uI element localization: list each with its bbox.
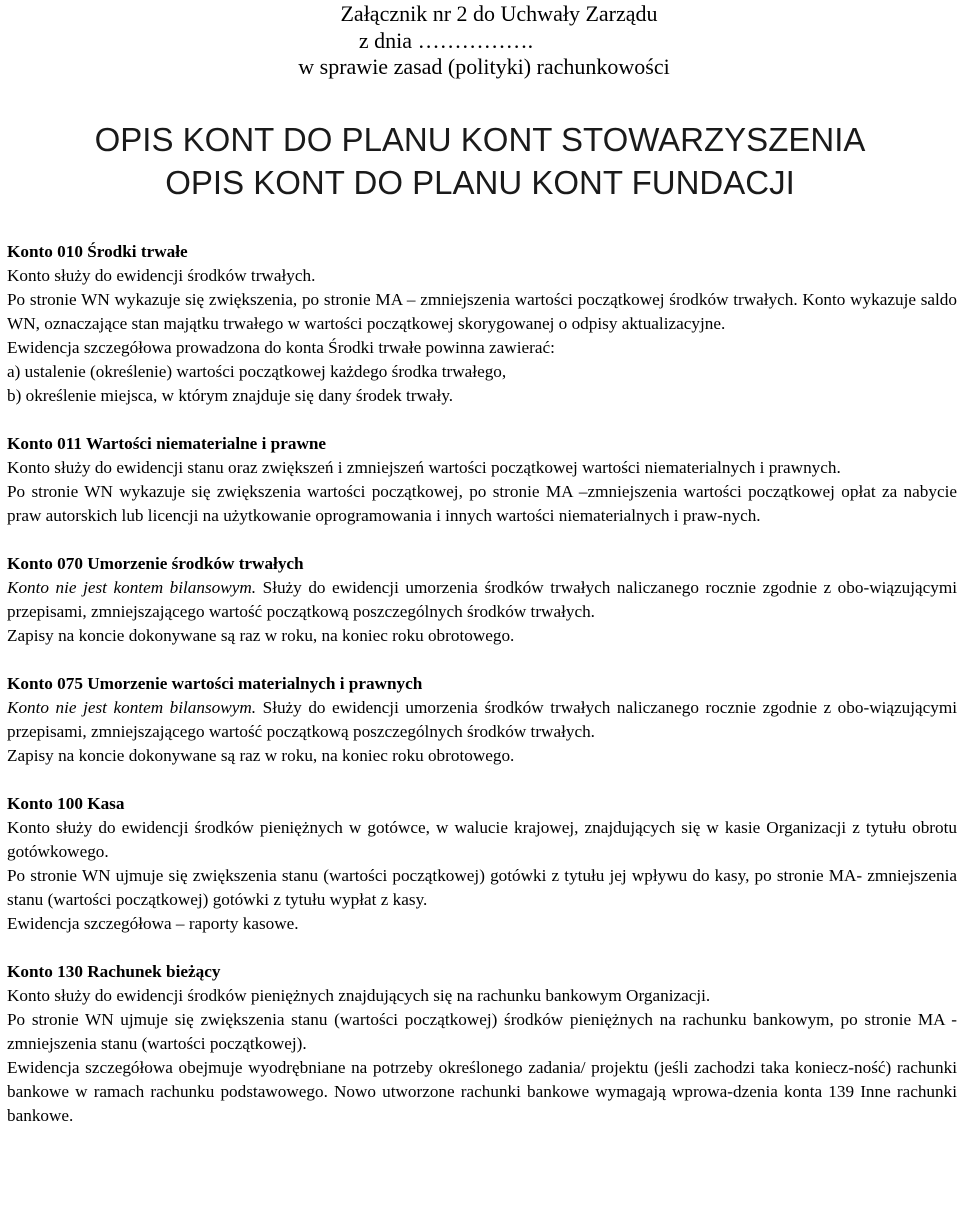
paragraph: Konto służy do ewidencji stanu oraz zwiększeń i zmniejszeń wartości początkowej wartości niematerialnych i prawnych. [7, 458, 841, 477]
paragraph [7, 696, 957, 744]
section-heading-100: Konto 100 Kasa [7, 794, 125, 813]
paragraph: Zapisy na koncie dokonywane są raz w roku, na koniec roku obrotowego. [7, 746, 515, 765]
paragraph: Konto służy do ewidencji środków trwałych. [7, 266, 316, 285]
paragraph: Zapisy na koncie dokonywane są raz w roku, na koniec roku obrotowego. [7, 626, 515, 645]
document-title-1: OPIS KONT DO PLANU KONT STOWARZYSZENIA [94, 121, 866, 158]
section-heading-070: Konto 070 Umorzenie środków trwałych [7, 554, 304, 573]
paragraph: Po stronie WN wykazuje się zwiększenia, po stronie MA – zmniejszenia wartości początkowej środków trwałych. Konto wykazuje saldo WN, oznaczające stan majątku trwałego w wartości początkowej skorygowanej o odpisy aktualizacyjne. [7, 290, 957, 333]
paragraph [7, 576, 957, 624]
paragraph-text: Służy do ewidencji umorzenia środków trwałych naliczanego rocznie zgodnie z obo-wiązującymi przepisami, zmniejszającego wartość początkową poszczególnych środków trwałych. [7, 698, 958, 741]
section-heading-075: Konto 075 Umorzenie wartości materialnych i prawnych [7, 674, 423, 693]
paragraph: Po stronie WN ujmuje się zwiększenia stanu (wartości początkowej) gotówki z tytułu jej wpływu do kasy, po stronie MA- zmniejszenia stanu (wartości początkowej) gotówki z tytułu wypłat z kasy. [7, 866, 957, 909]
paragraph: Po stronie WN wykazuje się zwiększenia wartości początkowej, po stronie MA –zmniejszenia wartości początkowej opłat za nabycie praw autorskich lub licencji na użytkowanie oprogramowania i innych wartości niematerialnych i praw-nych. [7, 482, 957, 525]
section-heading-011: Konto 011 Wartości niematerialne i prawne [7, 434, 327, 453]
list-item: a) ustalenie (określenie) wartości początkowej każdego środka trwałego, [7, 362, 507, 381]
header-line-1: Załącznik nr 2 do Uchwały Zarządu [340, 1, 658, 26]
document-body [7, 240, 957, 1128]
attachment-header [284, 1, 684, 81]
header-line-2: z dnia ……………. [358, 27, 534, 53]
paragraph: Ewidencja szczegółowa – raporty kasowe. [7, 914, 299, 933]
header-line-3: w sprawie zasad (polityki) rachunkowości [298, 54, 670, 79]
paragraph-text: Służy do ewidencji umorzenia środków trwałych naliczanego rocznie zgodnie z obo-wiązującymi przepisami, zmniejszającego wartość początkową poszczególnych środków trwałych. [7, 578, 958, 621]
paragraph: Po stronie WN ujmuje się zwiększenia stanu (wartości początkowej) środków pieniężnych na rachunku bankowym, po stronie MA - zmniejszenia stanu (wartości początkowej). [7, 1010, 957, 1053]
paragraph: Konto służy do ewidencji środków pieniężnych w gotówce, w walucie krajowej, znajdujących się w kasie Organizacji z tytułu obrotu gotówkowego. [7, 818, 957, 861]
paragraph: Ewidencja szczegółowa obejmuje wyodrębniane na potrzeby określonego zadania/ projektu (jeśli zachodzi taka koniecz-ność) rachunki bankowe w ramach rachunku podstawowego. Nowo utworzone rachunki bankowe wymagają wprowa-dzenia konta 139 Inne rachunki bankowe. [7, 1058, 957, 1125]
italic-note: Konto nie jest kontem bilansowym. [7, 578, 257, 597]
italic-note: Konto nie jest kontem bilansowym. [7, 698, 257, 717]
document-title-2: OPIS KONT DO PLANU KONT FUNDACJI [165, 164, 795, 201]
section-heading-130: Konto 130 Rachunek bieżący [7, 962, 221, 981]
paragraph: Ewidencja szczegółowa prowadzona do konta Środki trwałe powinna zawierać: [7, 338, 555, 357]
list-item: b) określenie miejsca, w którym znajduje się dany środek trwały. [7, 386, 454, 405]
paragraph: Konto służy do ewidencji środków pieniężnych znajdujących się na rachunku bankowym Organizacji. [7, 986, 711, 1005]
section-heading-010: Konto 010 Środki trwałe [7, 242, 188, 261]
